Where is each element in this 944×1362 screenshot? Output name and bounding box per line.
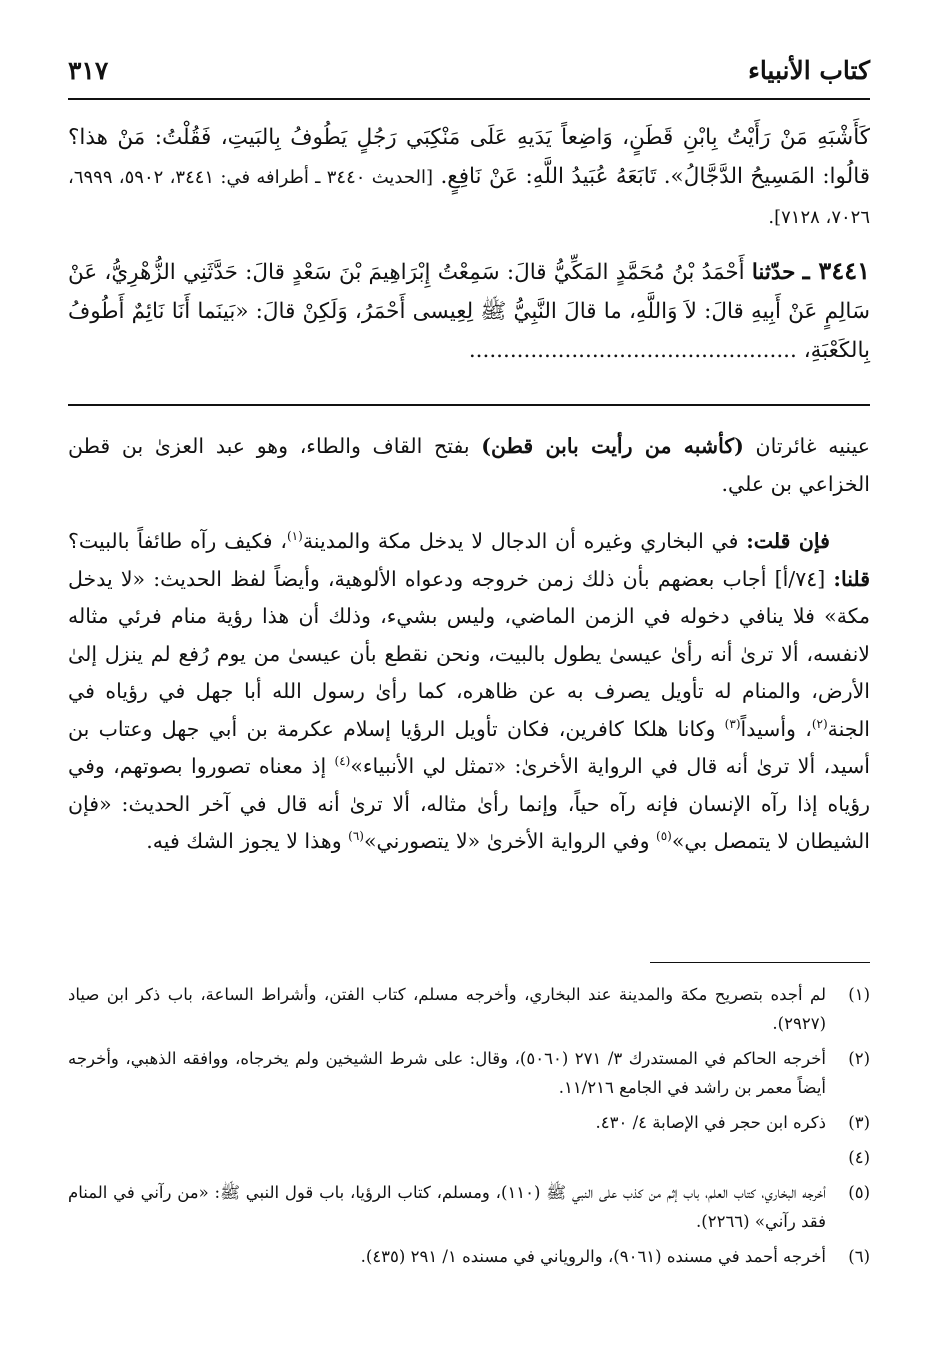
footnote-text: أخرجه البخاري، كتاب العلم، باب إثم من كذب على النبي ﷺ (١١٠)، ومسلم، كتاب الرؤيا، باب قول النبي ﷺ: «من رآني في المنام فقد رآني» (٢٢٦٦). — [68, 1183, 826, 1231]
hadith-continuation — [68, 118, 870, 237]
ellipsis-dots: ................................................ — [468, 338, 797, 363]
footnote-number: (٣) — [848, 1113, 870, 1132]
commentary-text: وهذا لا يجوز الشك فيه. — [146, 829, 349, 853]
footnote-2 — [68, 1044, 870, 1102]
footnote-number: (١) — [848, 985, 870, 1004]
book-title: كتاب الأنبياء — [748, 56, 870, 85]
footnote-text: ذكره ابن حجر في الإصابة ٤/ ٤٣٠. — [595, 1113, 826, 1132]
footnote-text: أخرجه الحاكم في المستدرك ٣/ ٢٧١ (٥٠٦٠)، وقال: على شرط الشيخين ولم يخرجاه، ووافقه الذهبي، وأخرجه أيضاً معمر بن راشد في الجامع ١١/٢١٦. — [68, 1049, 827, 1097]
footnote-number: (٤) — [848, 1148, 870, 1167]
footnote-ref-6: (٦) — [348, 829, 364, 844]
hadith-number: ٣٤٤١ ـ — [802, 256, 870, 285]
footnote-ref-4: (٤) — [334, 754, 351, 769]
footnotes-divider — [650, 962, 870, 963]
header-divider — [68, 98, 870, 100]
commentary-paragraph-1 — [68, 428, 870, 503]
footnote-number: (٢) — [848, 1049, 870, 1068]
footnote-ref-3: (٣) — [724, 716, 741, 731]
footnote-text — [821, 1148, 826, 1167]
footnote-ref-5: (٥) — [656, 829, 672, 844]
footnote-1 — [68, 980, 870, 1038]
question-marker: فإن قلت: — [746, 529, 830, 553]
page-header — [68, 54, 870, 94]
footnote-5 — [68, 1178, 870, 1236]
hadith-text: أَحْمَدُ بْنُ مُحَمَّدٍ المَكِّيُّ قالَ: سَمِعْتُ إِبْرَاهِيمَ بْنَ سَعْدٍ قالَ: حَدَّثَنِي الزُّهْرِيُّ، عَنْ سَالِمٍ عَنْ أَبِيهِ قالَ: لاَ وَاللَّهِ، ما قالَ النَّبِيُّ ﷺ لِعِيسى أَحْمَرُ، وَلَكِنْ قالَ: «بَينَما أَنَا نَائِمٌ أَطُوفُ بِالكَعْبَةِ، — [68, 260, 870, 363]
hadith-3441 — [68, 251, 870, 370]
continuation-reference: [الحديث ٣٤٤٠ ـ أطرافه في: ٣٤٤١، ٥٩٠٢، ٦٩٩٩، ٧٠٢٦، ٧١٢٨]. — [68, 167, 870, 228]
section-divider — [68, 404, 870, 406]
hadith-section — [68, 118, 870, 370]
commentary-text: وكانا هلكا كافرين، فكان تأويل الرؤيا إسلام عكرمة بن أبي جهل وعتاب بن أسيد، ألا ترىٰ أنه قال في الرواية الأخرىٰ: «تمثل لي الأنبياء» — [68, 716, 870, 778]
footnote-3 — [68, 1108, 870, 1137]
footnote-text: أخرجه أحمد في مسنده (٩٠٦١)، والروياني في مسنده ١/ ٢٩١ (٤٣٥). — [360, 1247, 826, 1266]
footnote-text: لم أجده بتصريح مكة والمدينة عند البخاري، وأخرجه مسلم، كتاب الفتن، وأشراط الساعة، باب ذكر ابن صياد (٢٩٢٧). — [68, 985, 826, 1033]
page-number: ٣١٧ — [68, 56, 109, 85]
continuation-text: كَأَشْبَهِ مَنْ رَأَيْتُ بِابْنِ قَطَنٍ، وَاضِعاً يَدَيهِ عَلَى مَنْكِبَي رَجُلٍ يَطُوفُ بِالبَيتِ، فَقُلْتُ: مَنْ هذا؟ قالُوا: المَسِيحُ الدَّجَّالُ». تَابَعَهُ عُبَيدُ اللَّهِ: عَنْ نَافِعٍ. — [68, 125, 871, 189]
commentary-text: عينيه غائرتان — [755, 434, 870, 458]
commentary-text: في البخاري وغيره أن الدجال لا يدخل مكة والمدينة — [302, 529, 739, 553]
answer-marker: قلنا: — [833, 566, 870, 591]
commentary-text: وفي الرواية الأخرىٰ «لا يتصورني» — [363, 829, 657, 853]
footnote-4 — [68, 1143, 870, 1172]
footnote-ref-1: (١) — [286, 529, 303, 544]
commentary-section — [68, 428, 870, 861]
commentary-text: إذ معناه تصوروا بصوتهم، وفي رؤياه إذا رآه الإنسان فإنه رآه حياً، وإنما رأىٰ مثاله، ألا ترىٰ أنه قال في آخر الحديث: «فإن الشيطان لا يتمصل بي» — [68, 754, 870, 853]
commentary-text: [٧٤/أ] أجاب بعضهم بأن ذلك زمن خروجه ودعواه الألوهية، وأيضاً لفظ الحديث: «لا يدخل مكة» فلا ينافي دخوله في الزمن الماضي، وليس بشيء، وذلك أن هذا رؤية منام فرئي مثاله لانفسه، ألا ترىٰ أنه رأىٰ عيسىٰ يطول بالبيت، ونحن نقطع بأن عيسىٰ من يوم رُفع لم ينزل إلىٰ الأرض، والمنام له تأويل يصرف به عن ظاهره، كما رأىٰ رسول الله أبا جهل في رؤياه في الجنة — [68, 566, 871, 741]
commentary-text: ، وأسيداً — [740, 716, 812, 741]
quoted-phrase: (كأشبه من رأيت بابن قطن) — [481, 434, 744, 458]
footnote-6 — [68, 1242, 870, 1271]
commentary-text: بفتح القاف والطاء، وهو عبد العزىٰ بن قطن الخزاعي بن علي. — [68, 434, 870, 496]
commentary-paragraph-2 — [68, 523, 870, 861]
commentary-text: ، فكيف رآه طائفاً بالبيت؟ — [68, 529, 287, 553]
footnote-number: (٥) — [848, 1183, 870, 1202]
footnote-ref-2: (٢) — [811, 716, 828, 731]
footnotes — [68, 980, 870, 1277]
haddathana-word: حدّثنا — [751, 260, 796, 285]
footnote-number: (٦) — [848, 1247, 870, 1266]
